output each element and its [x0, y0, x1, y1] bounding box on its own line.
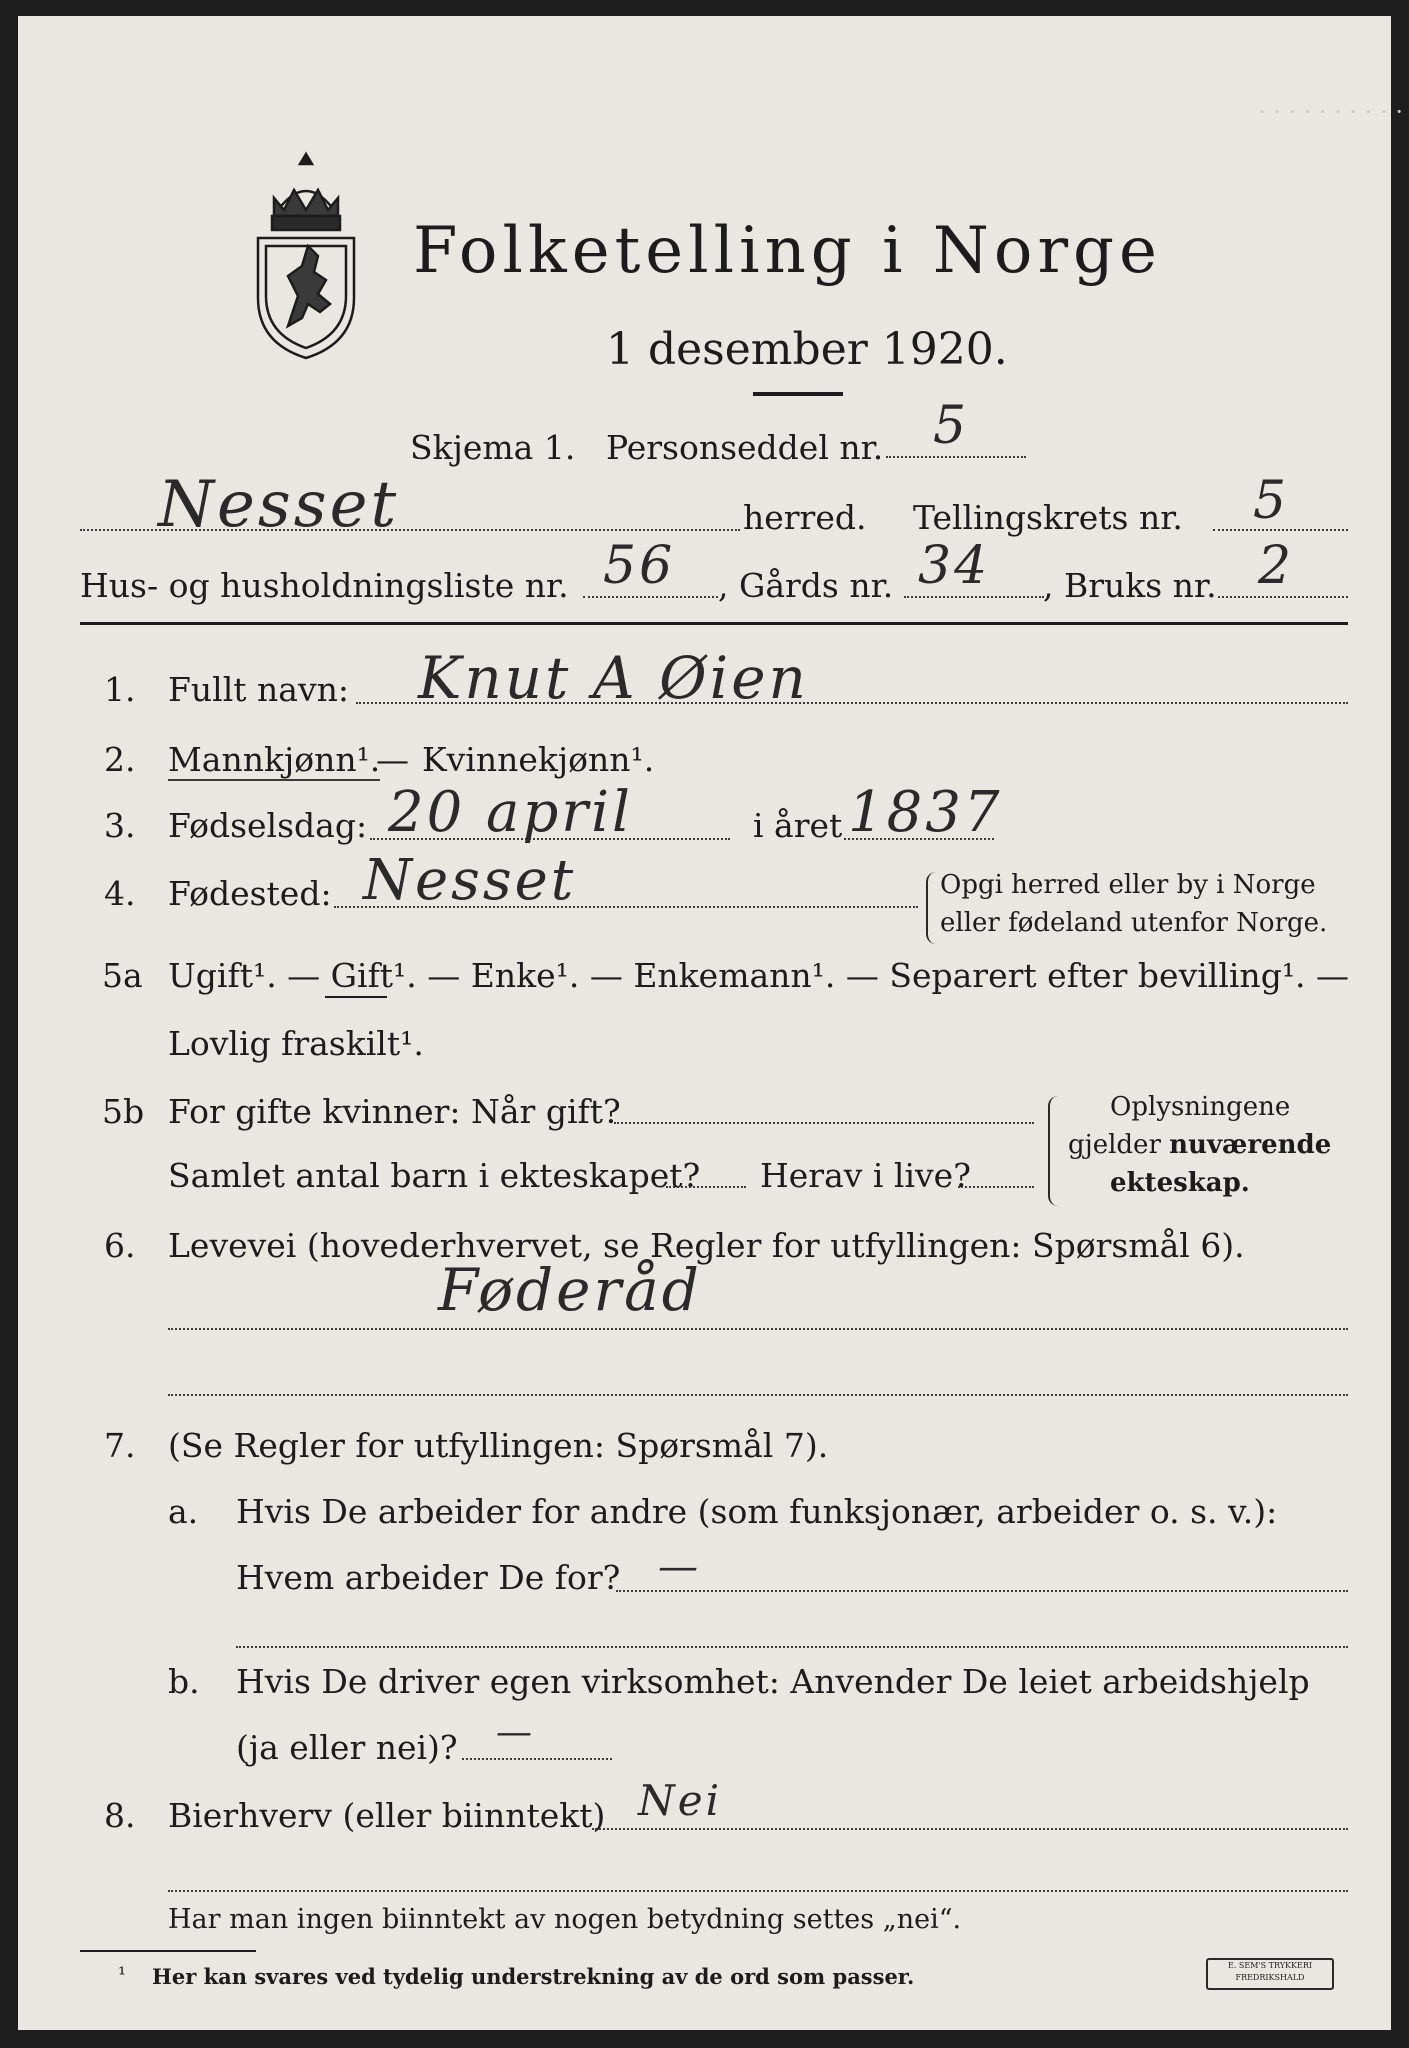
bruks-label: , Bruks nr.	[1043, 566, 1217, 605]
q5b-married-when: For gifte kvinner: Når gift?	[168, 1092, 621, 1131]
q8-value: Nei	[638, 1776, 723, 1825]
personseddel-line	[886, 456, 1026, 458]
q5b-children: Samlet antal barn i ekteskapet?	[168, 1156, 701, 1195]
q8-line	[592, 1828, 1348, 1830]
gards-line	[904, 596, 1044, 598]
q5b-brace	[1048, 1096, 1062, 1206]
herred-value: Nesset	[158, 468, 400, 542]
tellingskrets-value: 5	[1253, 471, 1290, 531]
skjema-label: Skjema 1.	[410, 428, 576, 467]
q7a-employer-line	[616, 1590, 1348, 1592]
q6-line-2	[168, 1394, 1348, 1396]
q6-value: Føderåd	[438, 1256, 702, 1324]
biinntekt-note: Har man ingen biinntekt av nogen betydning settes „nei“.	[168, 1904, 962, 1935]
q7-label: (Se Regler for utfyllingen: Spørsmål 7).	[168, 1426, 829, 1465]
q7a-employer-label: Hvem arbeider De for?	[236, 1558, 621, 1597]
hus-line	[583, 596, 718, 598]
q5a-options-2: Lovlig fraskilt¹.	[168, 1024, 424, 1063]
gards-label: , Gårds nr.	[718, 566, 894, 605]
footnote-text: Her kan svares ved tydelig understrekning av de ord som passer.	[152, 1964, 915, 1989]
bruks-value: 2	[1258, 536, 1295, 596]
hus-value: 56	[603, 536, 676, 596]
footnote-rule	[80, 1950, 256, 1952]
q4-label: Fødested:	[168, 874, 332, 913]
title-rule	[753, 392, 843, 396]
q8-line-2	[168, 1890, 1348, 1892]
q1-value: Knut A Øien	[418, 644, 809, 712]
q8-label: Bierhverv (eller biinntekt)	[168, 1796, 606, 1835]
q7a-employer-value: —	[658, 1544, 701, 1590]
personseddel-value: 5	[933, 396, 970, 456]
footnote-mark: ¹	[118, 1962, 127, 1986]
q1-label: Fullt navn:	[168, 670, 349, 709]
q5b-note-3: ekteskap.	[1110, 1168, 1250, 1198]
q4-note-2: eller fødeland utenfor Norge.	[940, 908, 1328, 938]
q7b-yesno-value: —	[496, 1712, 535, 1753]
printer-stamp-text: E. SEM'S TRYKKERI FREDRIKSHALD	[1227, 1961, 1313, 1982]
q6-line-1	[168, 1328, 1348, 1330]
q5b-alive: Herav i live?	[760, 1156, 971, 1195]
hus-label: Hus- og husholdningsliste nr.	[80, 566, 569, 605]
q3-label: Fødselsdag:	[168, 806, 368, 845]
q3-birthdate: 20 april	[388, 780, 633, 845]
printer-stamp	[1206, 1958, 1334, 1990]
q5a-options: Ugift¹. — Gift¹. — Enke¹. — Enkemann¹. — Separert efter bevilling¹. —	[168, 956, 1350, 995]
q7-number: 7.	[104, 1426, 136, 1465]
q8-number: 8.	[104, 1796, 136, 1835]
q3-birthyear: 1837	[848, 780, 1003, 845]
census-date: 1 desember 1920.	[606, 324, 1008, 375]
q7b-letter: b.	[168, 1662, 200, 1701]
q4-note-1: Opgi herred eller by i Norge	[940, 870, 1316, 900]
q5b-note-1: Oplysningene	[1110, 1092, 1291, 1122]
herred-line	[80, 529, 740, 531]
bleed-through-text: · · · · · · · · · ·	[1258, 98, 1403, 126]
q7b-yesno-line	[462, 1758, 612, 1760]
q2-female: Kvinnekjønn¹.	[422, 740, 655, 779]
q5b-number: 5b	[102, 1092, 145, 1131]
q7b-question: Hvis De driver egen virksomhet: Anvender De leiet arbeidshjelp	[236, 1662, 1310, 1701]
q7b-yesno-label: (ja eller nei)?	[236, 1728, 458, 1767]
header-divider	[80, 622, 1348, 625]
q5b-alive-line	[958, 1186, 1034, 1188]
gards-value: 34	[918, 536, 991, 596]
herred-label: herred.	[743, 498, 867, 537]
q3-number: 3.	[104, 806, 136, 845]
form-title: Folketelling i Norge	[413, 214, 1162, 288]
q7a-line-2	[236, 1646, 1348, 1648]
q5a-number: 5a	[102, 956, 143, 995]
q6-number: 6.	[104, 1226, 136, 1265]
q4-number: 4.	[104, 874, 136, 913]
q4-brace	[926, 872, 938, 944]
bruks-line	[1218, 596, 1348, 598]
q5a-gift-underline	[325, 996, 387, 998]
q2-male: Mannkjønn¹.	[168, 740, 381, 779]
q5b-note-2: gjelder nuværende	[1068, 1130, 1332, 1160]
q6-label: Levevei (hovederhvervet, se Regler for utfyllingen: Spørsmål 6).	[168, 1226, 1245, 1265]
personseddel-label: Personseddel nr.	[606, 428, 884, 467]
tellingskrets-label: Tellingskrets nr.	[913, 498, 1183, 537]
q5b-married-line	[614, 1122, 1034, 1124]
q7a-question: Hvis De arbeider for andre (som funksjonær, arbeider o. s. v.):	[236, 1492, 1278, 1531]
q1-number: 1.	[104, 670, 136, 709]
q7a-letter: a.	[168, 1492, 199, 1531]
q2-separator: —	[376, 740, 409, 779]
q2-number: 2.	[104, 740, 136, 779]
q5b-children-line	[666, 1186, 746, 1188]
coat-of-arms-icon	[246, 146, 366, 361]
q3-year-label: i året	[753, 806, 843, 845]
q4-value: Nesset	[363, 848, 577, 913]
census-form	[18, 16, 1403, 2030]
